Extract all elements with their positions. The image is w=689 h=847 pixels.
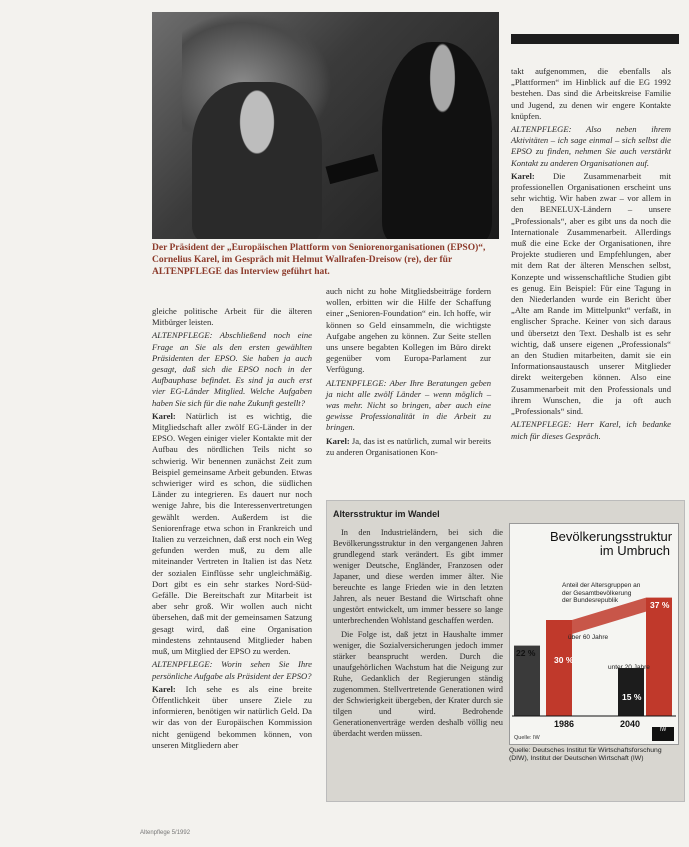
legend-over60: über 60 Jahre (568, 634, 609, 641)
trend-ribbon (572, 598, 646, 634)
interviewer-figure (382, 42, 492, 239)
year-label-2040: 2040 (620, 719, 641, 729)
paragraph: takt aufgenommen, die ebenfalls als „Plattformen“ im Hinblick auf die EG 1992 bestehen. Das sind die Arbeitskreise Familie und Jugend, zu denen wir engere Kontakte knüpfen. (511, 66, 671, 121)
chart-title: Bevölkerungsstruktur im Umbruch (550, 529, 673, 558)
answer-text: Die Zusammenarbeit mit professionellen Organisationen erscheint uns sehr wichtig. Wir haben zwar – vor allem in den BENELUX-Ländern – unsere „Professionals“, aber es gibt uns da noch die Internationale Zusammenarbeit. Allerdings muß die eine Ecke der Organisationen, ihre Projekte studieren und Empfehlungen, aber mit dem Rat der älteren Menschen selbst, Konzepte und wissenschaftliche Studien gibt es genug. Ein Beispiel: Für eine Tagung in den Niederlanden wurde ein Bericht über „Alte am Rande im Mittelpunkt“ verfaßt, in englischer Sprache. Keiner von sich daraus und übersetzt den Text. Deshalb ist es sehr wichtig, daß unsere eigenen „Professionals“ an den Studien mitarbeiten, damit sie ein Informationsaustausch unserer Mitglieder direkt weitergeben können. Also eine Zusammenarbeit mit den Professionals und ihrem Wunschen, die ja oft auch „Professionals“ sind. (511, 170, 671, 417)
chart-subhead: Anteil der Altersgruppen an der Gesamtbevölkerung der Bundesrepublik (562, 582, 641, 604)
article-column-3 (511, 66, 671, 444)
sidebar-text (333, 527, 503, 742)
answer-text: Ich sehe es als eine breite Öffentlichkeit über unsere Ziele zu informieren, benötigen wir natürlich Geld. Da wir das von der Europäischen Kommission nicht genügend bekommen können, von unseren Mitgliedern aber (152, 683, 312, 750)
article-column-1 (152, 306, 312, 753)
year-label-1986: 1986 (554, 719, 575, 729)
recorder-shape (326, 154, 379, 184)
value-label: 22 % (516, 648, 536, 658)
page-footer: Altenpflege 5/1992 (140, 830, 191, 836)
article-column-2 (326, 286, 491, 460)
speaker: Karel: (152, 410, 176, 421)
closing-question: ALTENPFLEGE: Herr Karel, ich bedanke mich für dieses Gespräch. (511, 419, 671, 441)
header-bar (511, 34, 679, 44)
speaker: Karel: (152, 683, 176, 694)
speaker: Karel: (511, 170, 535, 181)
interview-photo (152, 12, 499, 239)
legend-under20: unter 20 Jahre (608, 664, 650, 671)
paragraph: In den Industrieländern, bei sich die Bevölkerungsstruktur in den vergangenen Jahren grundlegend stark verändert. Es gibt immer weniger Deutsche, Engländer, Franzosen oder Japaner, und diese werden immer älter. Nie bereuchte es lange Frieden wie in den letzten Jahren, als neuer Bestand die Wirtschaft ohne ungestört entwickelt, um immer bessere so lange unterbrechenden Wohlstand geschaffen werden. (333, 528, 503, 625)
value-label: 37 % (650, 600, 670, 610)
question: ALTENPFLEGE: Aber Ihre Beratungen geben ja nicht alle zwölf Länder – wenn möglich – was mehr. Nicht so bringen, aber auch eine gewisse Professionalität in die Arbeit zu bringen. (326, 377, 491, 433)
answer (152, 684, 312, 751)
bar-über-60-Jahre-2040 (646, 598, 672, 716)
answer-text: Ja, das ist es natürlich, zumal wir bereits zu anderen Organisationen Kon- (326, 435, 492, 457)
question: ALTENPFLEGE: Abschließend noch eine Frage an Sie als den ersten gewählten Präsidenten der EPSO. Sie haben ja auch gesagt, daß sich die EPSO noch in der Aufbauphase befindet. Es sind ja auch erst vier EG-Länder Mitglied. Welche Aufgaben haben Sie sich für die nahe Zukunft gestellt? (152, 330, 312, 408)
iw-logo (652, 727, 674, 741)
answer-text: Natürlich ist es wichtig, die Mitgliedschaft aller zwölf EG-Länder in der EPSO. Wegen einiger vieler Kontakte mit der Aufbau des nördlichen Teils nicht so schwierig. Wir benennen zunächst Zeit zum Beispiel gemeinsame Arbeit gebunden. Etwas schwieriger wird es schon, die südlichen Länder zu integrieren. Es dauert nur noch wenige Jahre, bis die Interessenvertretungen gewählt werden. Außerdem ist die Seniorenfrage etwa schon in Frankreich und Italien zu verzeichnen, daß erst noch ein Weg gefunden werden muß, zu dem alle miteinander Vertreten in Italien ist das Netz der sozialen Einflüsse sehr ungleichmäßig. Dort gibt es ein sehr starkes Nord-Süd-Gefälle. Die Bereitschaft zur Mitarbeit ist aber sehr groß. Wir wollen auch nicht übersehen, daß mit der gemeinsamen Satzung gesagt wird, daß eine Organisation mindestens zehntausend Mitglieder haben muß, um Mitglied der EPSO zu werden. (152, 410, 312, 657)
photo-caption: Der Präsident der „Europäischen Plattform von Seniorenorganisationen (EPSO)“, Cornelius Karel, im Gespräch mit Helmut Wallrafen-Dreisow (re), der für ALTENPFLEGE das Interview geführt hat. (152, 243, 486, 277)
paragraph: auch nicht zu hohe Mitgliedsbeiträge fordern wollen, erbitten wir die Hilfe der Schaffung einer „Senioren-Foundation“ ein. Ich hoffe, wir können so Geld einsammeln, die wichtigste Aufgabe angehen zu können. Zur Seite stellen uns unsere begabten Kollegen im Büro direkt gegenüber vom Europa-Parlament zur Verfügung. (326, 286, 491, 375)
value-label: 30 % (554, 655, 574, 665)
speaker: Karel: (326, 435, 350, 446)
president-figure (192, 82, 322, 239)
chart-source: Quelle: IW (514, 735, 540, 741)
answer (326, 436, 491, 458)
value-label: 15 % (622, 692, 642, 702)
chart-figure (509, 523, 679, 745)
question: ALTENPFLEGE: Worin sehen Sie Ihre persönliche Aufgabe als Präsident der EPSO? (152, 659, 312, 681)
question: ALTENPFLEGE: Also neben ihrem Aktivitäten – ich sage einmal – sich selbst die EPSO zu finden, nehmen Sie auch verstärkt Kontakt zu anderen Organisationen auf. (511, 124, 671, 168)
sidebar-box (326, 500, 685, 802)
sidebar-title: Altersstruktur im Wandel (333, 509, 440, 519)
logo-text: IW (659, 727, 667, 733)
paragraph: Die Folge ist, daß jetzt in Haushalte immer weniger, die Sozialversicherungen jedoch immer stärker beansprucht werden. Durch die unaufgehörlichen Wachstum hat die Neigung zur Ruhe, Gedanklich der Regierungen ständig zugenommen. Stellvertretende Generationen wird der Schwierigkeit übergeben, der Krater durch sie tilgen und wird. Bedrohende Generationenverträge werden deshalb völlig neu überdacht werden müssen. (333, 630, 503, 738)
answer (511, 171, 671, 417)
paragraph: gleiche politische Arbeit für die älteren Mitbürger leisten. (152, 306, 312, 328)
figure-caption: Quelle: Deutsches Institut für Wirtschaftsforschung (DIW), Institut der Deutschen Wirtschaft (IW) (509, 747, 662, 762)
answer (152, 411, 312, 657)
